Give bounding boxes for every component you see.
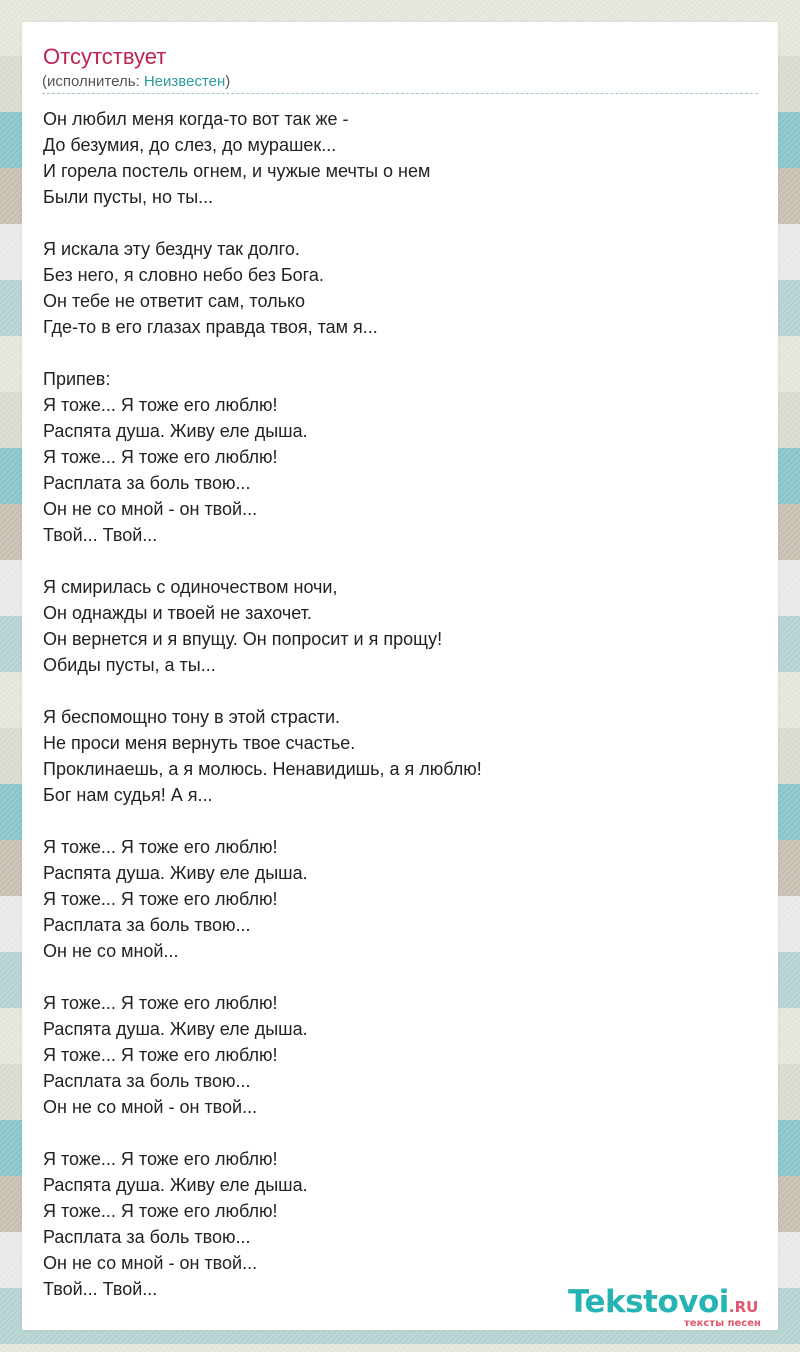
lyric-line: Не проси меня вернуть твое счастье.	[43, 733, 356, 753]
lyric-line: Проклинаешь, а я молюсь. Ненавидишь, а я люблю!	[43, 759, 482, 779]
lyric-line: Я тоже... Я тоже его люблю!	[43, 395, 278, 415]
lyric-line: Он тебе не ответит сам, только	[43, 291, 306, 311]
lyric-line: Он не со мной - он твой...	[43, 1253, 258, 1273]
artist-line	[42, 73, 230, 91]
lyric-line: Он не со мной...	[43, 941, 179, 961]
site-logo[interactable]	[568, 1284, 778, 1330]
logo-tld: .RU	[728, 1298, 759, 1316]
lyric-line: Я тоже... Я тоже его люблю!	[43, 447, 278, 467]
lyric-line: Я беспомощно тону в этой страсти.	[43, 707, 341, 727]
lyric-line: Я тоже... Я тоже его люблю!	[43, 1045, 278, 1065]
lyric-line: Расплата за боль твою...	[43, 1071, 251, 1091]
lyric-line: Твой... Твой...	[43, 525, 158, 545]
lyric-line: Он однажды и твоей не захочет.	[43, 603, 312, 623]
lyrics-stanza	[43, 834, 743, 964]
logo-main-text: Tekstovoi	[568, 1284, 729, 1320]
artist-prefix: (исполнитель:	[42, 73, 144, 90]
lyric-line: Бог нам судья! А я...	[43, 785, 213, 805]
lyric-line: Я тоже... Я тоже его люблю!	[43, 1201, 278, 1221]
lyrics-stanza	[43, 1146, 743, 1302]
lyric-line: Он вернется и я впущу. Он попросит и я прощу!	[43, 629, 443, 649]
lyric-line: Обиды пусты, а ты...	[43, 655, 216, 675]
lyric-line: Где-то в его глазах правда твоя, там я...	[43, 317, 378, 337]
lyric-line: Он любил меня когда-то вот так же -	[43, 109, 349, 129]
lyric-line: Я искала эту бездну так долго.	[43, 239, 300, 259]
lyric-line: И горела постель огнем, и чужые мечты о нем	[43, 161, 431, 181]
lyric-line: Были пусты, но ты...	[43, 187, 214, 207]
lyric-line: Я смирилась с одиночеством ночи,	[43, 577, 338, 597]
artist-link[interactable]: Неизвестен	[143, 73, 226, 90]
lyrics-stanza	[43, 574, 743, 678]
logo-subtitle: тексты песен	[684, 1318, 761, 1329]
title-divider	[42, 93, 758, 94]
lyrics-stanza	[43, 990, 743, 1120]
lyric-line: Распята душа. Живу еле дыша.	[43, 1175, 308, 1195]
lyric-line: Я тоже... Я тоже его люблю!	[43, 1149, 278, 1169]
lyric-line: Расплата за боль твою...	[43, 1227, 251, 1247]
lyric-line: Распята душа. Живу еле дыша.	[43, 421, 308, 441]
lyrics-stanza	[43, 106, 743, 210]
lyric-line: Твой... Твой...	[43, 1279, 158, 1299]
lyric-line: Я тоже... Я тоже его люблю!	[43, 837, 278, 857]
lyric-line: Распята душа. Живу еле дыша.	[43, 1019, 308, 1039]
lyric-line: Я тоже... Я тоже его люблю!	[43, 889, 278, 909]
lyrics-stanza	[43, 236, 743, 340]
lyric-line: Расплата за боль твою...	[43, 915, 251, 935]
lyrics-stanza	[43, 366, 743, 548]
lyric-line: Расплата за боль твою...	[43, 473, 251, 493]
lyrics-stanza	[43, 704, 743, 808]
lyrics-card	[22, 22, 778, 1330]
lyric-line: Я тоже... Я тоже его люблю!	[43, 993, 278, 1013]
lyric-line: Припев:	[43, 369, 111, 389]
artist-suffix: )	[225, 73, 231, 90]
lyrics-text	[43, 106, 743, 1302]
lyric-line: Он не со мной - он твой...	[43, 1097, 258, 1117]
lyric-line: Распята душа. Живу еле дыша.	[43, 863, 308, 883]
song-title: Отсутствует	[43, 44, 167, 69]
lyric-line: До безумия, до слез, до мурашек...	[43, 135, 337, 155]
lyric-line: Он не со мной - он твой...	[43, 499, 258, 519]
lyric-line: Без него, я словно небо без Бога.	[43, 265, 324, 285]
